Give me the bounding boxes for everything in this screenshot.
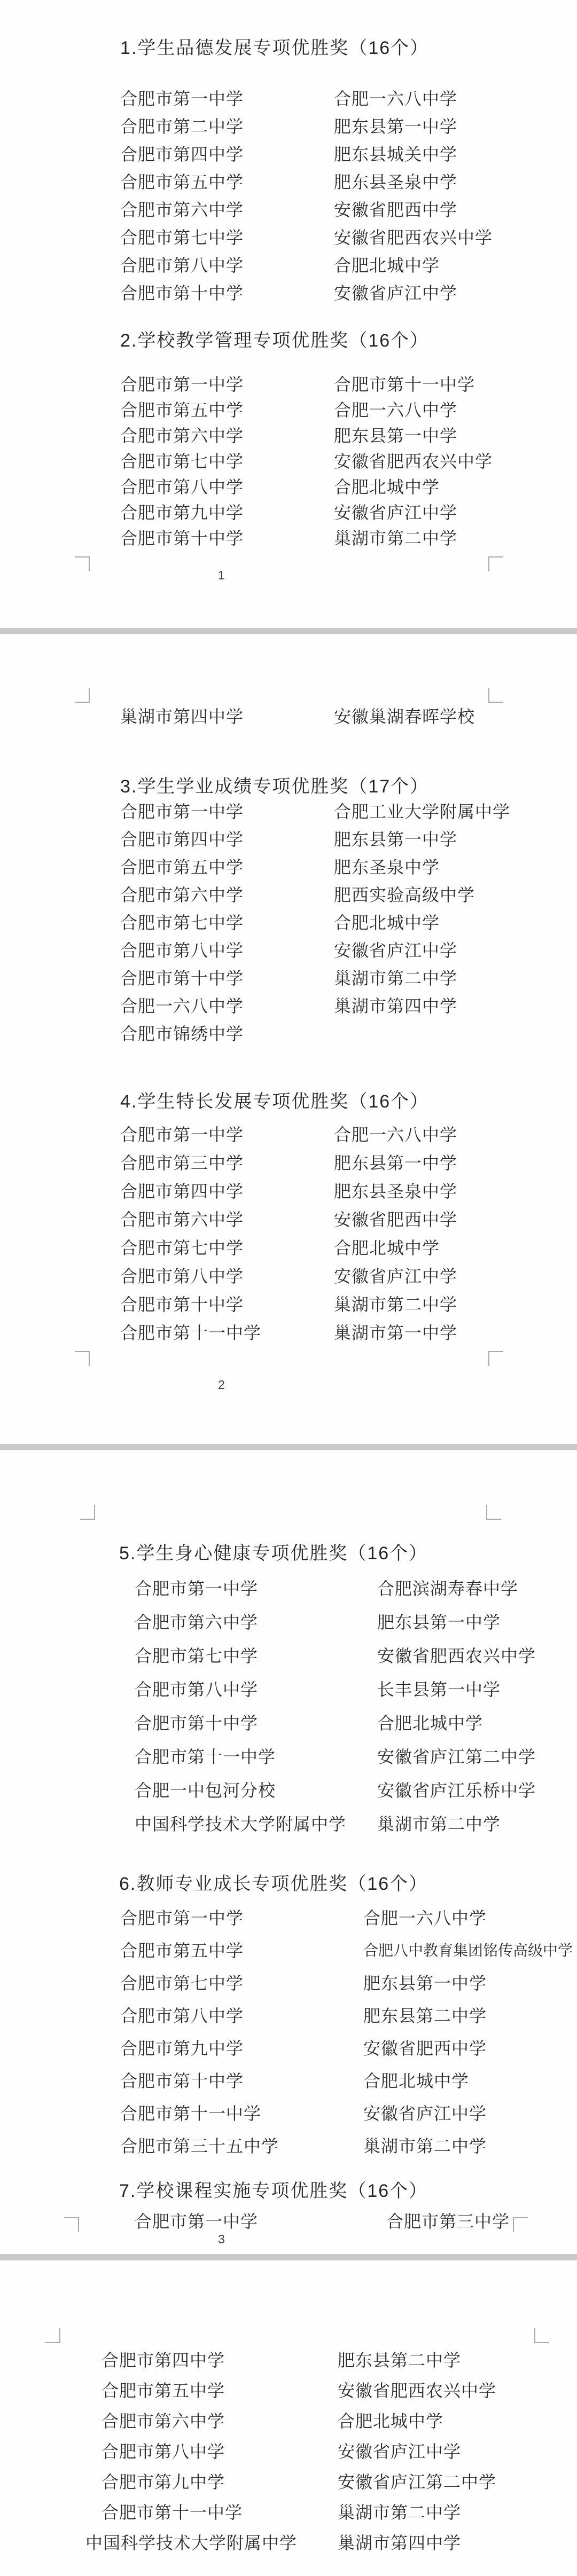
school-name-right: 巢湖市第二中学 [334, 1295, 458, 1314]
school-name-right: 合肥八中教育集团铭传高级中学 [363, 1942, 573, 1959]
section-7-continued-rows [0, 2350, 577, 2563]
school-name-right: 安徽省庐江中学 [334, 284, 458, 303]
section-2-continued-rows [0, 706, 577, 734]
school-row [0, 502, 577, 528]
school-name-left: 合肥市第一中学 [135, 2212, 259, 2231]
school-name-right: 安徽省肥西农兴中学 [338, 2381, 497, 2400]
school-row [0, 255, 577, 282]
school-name-left: 合肥市第十一中学 [102, 2503, 243, 2522]
school-name-right: 安徽省肥西农兴中学 [334, 228, 493, 247]
crop-mark-bottom-right [488, 1351, 503, 1366]
section-7-title: 7.学校课程实施专项优胜奖（16个） [119, 2181, 428, 2201]
school-row [0, 528, 577, 553]
section-2-title: 2.学校教学管理专项优胜奖（16个） [120, 331, 430, 351]
school-name-left: 合肥一中包河分校 [135, 1781, 276, 1800]
school-row [0, 1645, 577, 1679]
school-name-right: 合肥北城中学 [334, 913, 440, 932]
school-name-right: 肥东县城关中学 [334, 145, 458, 164]
school-row [0, 2135, 577, 2168]
school-name-right: 合肥北城中学 [334, 477, 440, 497]
school-row [0, 451, 577, 476]
crop-mark-top-left [80, 1505, 95, 1520]
school-name-right: 肥东县第一中学 [334, 426, 458, 445]
school-name-left: 合肥市第四中学 [120, 145, 244, 164]
school-name-right: 肥西实验高级中学 [334, 885, 475, 905]
school-name-left: 合肥市第四中学 [102, 2351, 225, 2370]
section-3-title: 3.学生学业成绩专项优胜奖（17个） [120, 776, 430, 797]
school-row [0, 912, 577, 940]
school-name-left: 合肥市第七中学 [120, 1238, 244, 1258]
document-page-2 [0, 634, 577, 1444]
school-name-right: 安徽省庐江中学 [363, 2104, 487, 2123]
school-row [0, 1023, 577, 1051]
school-name-left: 中国科学技术大学附属中学 [135, 1815, 347, 1834]
school-name-left: 合肥市第十一中学 [135, 1747, 276, 1766]
school-name-right: 安徽省庐江乐桥中学 [377, 1781, 536, 1800]
school-row [0, 1209, 577, 1237]
school-name-left: 合肥市第六中学 [120, 1210, 244, 1229]
school-name-right: 安徽省肥西中学 [334, 1210, 458, 1229]
section-7-rows [0, 2211, 577, 2239]
school-row [0, 1322, 577, 1350]
school-row [0, 282, 577, 310]
school-name-right: 合肥市第十一中学 [334, 375, 475, 394]
school-row [0, 374, 577, 399]
school-name-left: 合肥市第一中学 [120, 1909, 244, 1928]
school-row [0, 116, 577, 144]
school-name-left: 合肥市第十中学 [120, 969, 244, 988]
school-name-right: 安徽省庐江中学 [334, 941, 458, 960]
school-row [0, 2471, 577, 2502]
school-name-right: 安徽省肥西中学 [334, 200, 458, 219]
school-name-left: 合肥一六八中学 [120, 996, 244, 1016]
school-row [0, 1124, 577, 1152]
page-gap-band [0, 2254, 577, 2260]
school-name-left: 合肥市第八中学 [120, 1267, 244, 1286]
school-row [0, 2532, 577, 2563]
school-name-right: 安徽省庐江第二中学 [377, 1747, 536, 1766]
school-row [0, 1679, 577, 1713]
page-gap-band [0, 628, 577, 634]
school-name-right: 合肥一六八中学 [334, 400, 458, 420]
crop-mark-bottom-left [75, 1351, 90, 1366]
school-name-left: 合肥市第六中学 [102, 2412, 225, 2431]
school-name-right: 巢湖市第一中学 [334, 1323, 458, 1342]
school-name-left: 合肥市第六中学 [120, 426, 244, 445]
school-row [0, 1746, 577, 1780]
school-row [0, 1813, 577, 1847]
school-name-right: 安徽省庐江中学 [334, 503, 458, 522]
school-name-right: 合肥市第三中学 [386, 2212, 510, 2231]
section-1-rows [0, 88, 577, 310]
school-name-right: 巢湖市第二中学 [334, 969, 458, 988]
section-5-rows [0, 1578, 577, 1847]
crop-mark-top-left [45, 2328, 60, 2343]
section-5-title: 5.学生身心健康专项优胜奖（16个） [119, 1543, 428, 1564]
school-row [0, 476, 577, 502]
school-row [0, 227, 577, 255]
school-name-right: 安徽省肥西农兴中学 [334, 452, 493, 471]
school-name-left: 合肥市第十中学 [120, 284, 244, 303]
school-row [0, 857, 577, 884]
school-row [0, 1907, 577, 1940]
document-page-3 [0, 1450, 577, 2254]
school-row [0, 1713, 577, 1746]
school-row [0, 88, 577, 116]
school-row [0, 995, 577, 1023]
school-name-left: 合肥市第八中学 [120, 2006, 244, 2025]
page-number-3: 3 [218, 2232, 225, 2246]
school-name-right: 合肥一六八中学 [363, 1909, 487, 1928]
school-row [0, 801, 577, 829]
school-name-left: 合肥市第一中学 [120, 89, 244, 108]
school-name-left: 合肥市第八中学 [120, 477, 244, 497]
page-number-1: 1 [218, 568, 225, 582]
school-name-left: 合肥市第八中学 [135, 1680, 259, 1699]
school-name-right: 安徽巢湖春晖学校 [334, 707, 475, 726]
school-name-left: 合肥市第三十五中学 [120, 2137, 279, 2156]
school-row [0, 399, 577, 425]
school-name-right: 合肥滨湖寿春中学 [377, 1579, 519, 1598]
school-name-left: 合肥市第九中学 [120, 2039, 244, 2058]
school-row [0, 1780, 577, 1813]
school-name-right: 合肥北城中学 [363, 2071, 470, 2091]
school-name-left: 合肥市第七中学 [120, 228, 244, 247]
section-4-title: 4.学生特长发展专项优胜奖（16个） [120, 1091, 430, 1112]
school-name-left: 合肥市第七中学 [120, 452, 244, 471]
section-6-rows [0, 1907, 577, 2168]
school-name-right: 安徽省肥西中学 [363, 2039, 487, 2058]
school-name-right: 肥东县圣泉中学 [334, 172, 458, 192]
school-row [0, 706, 577, 734]
school-name-right: 巢湖市第四中学 [334, 996, 458, 1016]
school-row [0, 1973, 577, 2005]
school-row [0, 425, 577, 451]
school-name-right: 巢湖市第四中学 [338, 2533, 462, 2553]
school-name-right: 肥东县第一中学 [334, 1153, 458, 1173]
school-name-left: 合肥市第十一中学 [120, 1323, 262, 1342]
school-name-left: 合肥市第一中学 [135, 1579, 259, 1598]
school-name-right: 肥东县第一中学 [363, 1974, 487, 1993]
school-name-right: 合肥一六八中学 [334, 89, 458, 108]
school-row [0, 1294, 577, 1322]
school-name-left: 合肥市第五中学 [120, 400, 244, 420]
school-name-right: 肥东圣泉中学 [334, 858, 440, 877]
school-name-right: 安徽省肥西农兴中学 [377, 1646, 536, 1666]
school-row [0, 1266, 577, 1294]
school-name-left: 合肥市第十中学 [135, 1714, 259, 1733]
school-name-right: 肥东县第一中学 [377, 1613, 501, 1632]
document-page-1 [0, 0, 577, 628]
section-3-rows [0, 801, 577, 1051]
school-name-right: 肥东县圣泉中学 [334, 1182, 458, 1201]
section-2-rows [0, 374, 577, 553]
school-row [0, 2038, 577, 2070]
school-name-right: 安徽省庐江中学 [338, 2442, 462, 2461]
school-name-right: 巢湖市第二中学 [338, 2503, 462, 2522]
school-name-right: 巢湖市第二中学 [363, 2137, 487, 2156]
school-name-left: 合肥市第四中学 [120, 1182, 244, 1201]
school-row [0, 2380, 577, 2410]
school-name-left: 合肥市第三中学 [120, 1153, 244, 1173]
school-name-left: 合肥市锦绣中学 [120, 1024, 244, 1043]
crop-mark-bottom-right [488, 556, 503, 571]
school-name-left: 合肥市第九中学 [120, 503, 244, 522]
school-row [0, 829, 577, 857]
school-name-right: 长丰县第一中学 [377, 1680, 501, 1699]
school-name-right: 合肥北城中学 [334, 1238, 440, 1258]
school-name-left: 合肥市第十一中学 [120, 2104, 262, 2123]
school-row [0, 1940, 577, 1973]
school-name-left: 合肥市第六中学 [120, 200, 244, 219]
school-name-left: 合肥市第七中学 [135, 1646, 259, 1666]
school-row [0, 884, 577, 912]
crop-mark-top-right [488, 688, 503, 703]
school-name-right: 肥东县第二中学 [338, 2351, 462, 2370]
school-name-right: 肥东县第二中学 [363, 2006, 487, 2025]
school-name-left: 合肥市第六中学 [120, 885, 244, 905]
school-row [0, 2410, 577, 2441]
school-name-left: 合肥市第五中学 [120, 172, 244, 192]
school-name-left: 合肥市第九中学 [102, 2472, 225, 2492]
school-name-right: 肥东县第一中学 [334, 830, 458, 849]
school-name-right: 合肥一六八中学 [334, 1125, 458, 1144]
section-6-title: 6.教师专业成长专项优胜奖（16个） [119, 1874, 428, 1894]
school-row [0, 2103, 577, 2135]
section-1-title: 1.学生品德发展专项优胜奖（16个） [120, 38, 430, 58]
school-name-left: 合肥市第八中学 [120, 256, 244, 275]
school-row [0, 940, 577, 968]
crop-mark-top-right [486, 1505, 501, 1520]
school-name-left: 合肥市第五中学 [120, 858, 244, 877]
school-name-left: 合肥市第一中学 [120, 802, 244, 821]
school-name-left: 合肥市第八中学 [102, 2442, 225, 2461]
school-row [0, 1152, 577, 1181]
school-name-left: 合肥市第四中学 [120, 830, 244, 849]
school-name-left: 合肥市第五中学 [120, 1941, 244, 1960]
school-name-right: 合肥北城中学 [377, 1714, 484, 1733]
school-row [0, 2070, 577, 2103]
school-row [0, 2441, 577, 2471]
school-row [0, 2005, 577, 2038]
school-name-left: 合肥市第十中学 [120, 2071, 244, 2091]
school-name-right: 巢湖市第二中学 [334, 529, 458, 548]
school-name-right: 合肥工业大学附属中学 [334, 802, 511, 821]
school-row [0, 1612, 577, 1645]
school-name-right: 巢湖市第二中学 [377, 1815, 501, 1834]
crop-mark-bottom-right [513, 2217, 528, 2232]
school-row [0, 2502, 577, 2532]
section-4-rows [0, 1124, 577, 1350]
crop-mark-top-right [534, 2328, 549, 2343]
document-page-4 [0, 2260, 577, 2576]
school-row [0, 171, 577, 199]
school-name-left: 合肥市第一中学 [120, 375, 244, 394]
school-name-left: 合肥市第六中学 [135, 1613, 259, 1632]
crop-mark-top-left [75, 688, 90, 703]
school-row [0, 1578, 577, 1612]
school-name-left: 合肥市第十中学 [120, 529, 244, 548]
page-gap-band [0, 1444, 577, 1450]
crop-mark-bottom-left [75, 556, 90, 571]
school-name-left: 合肥市第七中学 [120, 913, 244, 932]
school-name-right: 安徽省庐江第二中学 [338, 2472, 497, 2492]
school-row [0, 2350, 577, 2380]
school-name-left: 合肥市第七中学 [120, 1974, 244, 1993]
crop-mark-bottom-left [64, 2217, 79, 2232]
school-row [0, 968, 577, 995]
school-row [0, 1237, 577, 1266]
school-row [0, 1181, 577, 1209]
school-row [0, 2211, 577, 2239]
page-number-2: 2 [218, 1378, 225, 1392]
school-name-left: 合肥市第十中学 [120, 1295, 244, 1314]
school-name-right: 合肥北城中学 [334, 256, 440, 275]
school-name-right: 肥东县第一中学 [334, 117, 458, 136]
school-name-left: 合肥市第一中学 [120, 1125, 244, 1144]
school-name-left: 巢湖市第四中学 [120, 707, 244, 726]
school-name-right: 安徽省庐江中学 [334, 1267, 458, 1286]
school-name-left: 合肥市第五中学 [102, 2381, 225, 2400]
school-name-left: 合肥市第二中学 [120, 117, 244, 136]
school-name-right: 合肥北城中学 [338, 2412, 444, 2431]
school-row [0, 199, 577, 227]
school-name-left: 中国科学技术大学附属中学 [85, 2533, 298, 2553]
school-row [0, 144, 577, 171]
school-name-left: 合肥市第八中学 [120, 941, 244, 960]
